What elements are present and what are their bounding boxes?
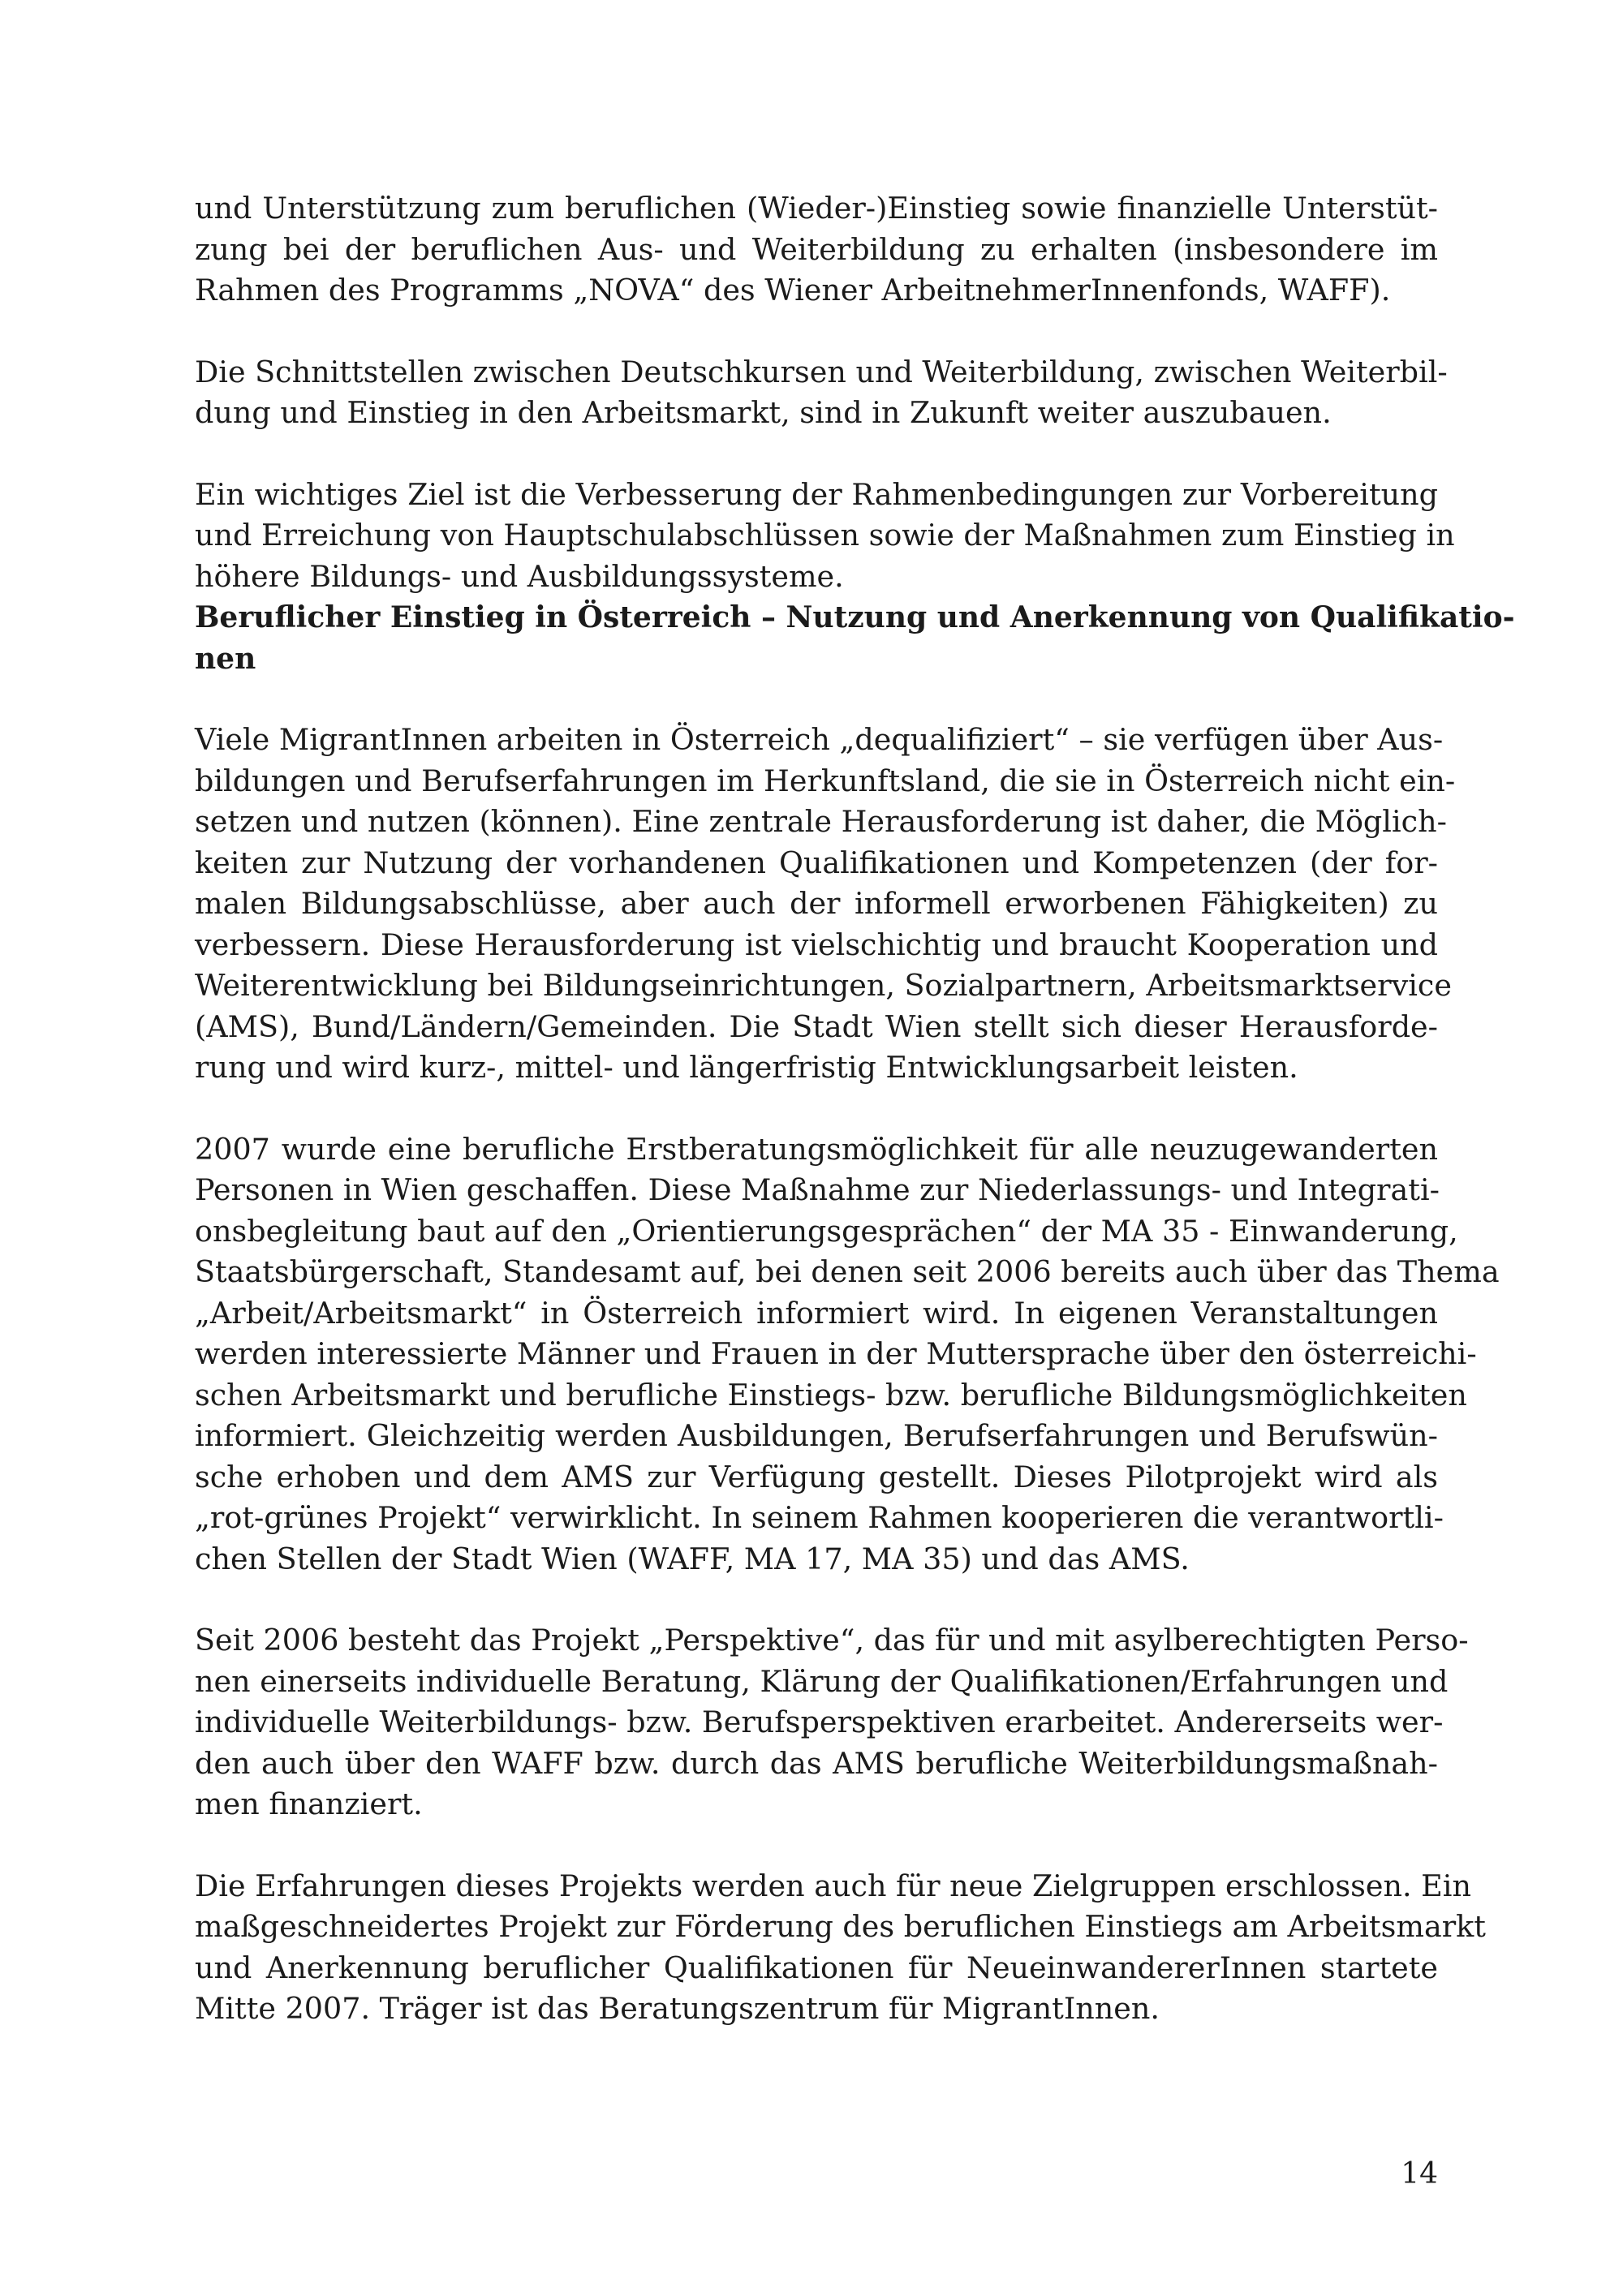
- text-line: sche erhoben und dem AMS zur Verfügung gestellt. Dieses Pilotprojekt wird als: [195, 1459, 1438, 1494]
- text-line: den auch über den WAFF bzw. durch das AMS berufliche Weiterbildungsmaßnah-: [195, 1745, 1438, 1781]
- text-line: rung und wird kurz-, mittel- und längerfristig Entwicklungsarbeit leisten.: [195, 1050, 1298, 1085]
- paragraph-interfaces: [195, 352, 1448, 434]
- text-line: chen Stellen der Stadt Wien (WAFF, MA 17, MA 35) und das AMS.: [195, 1541, 1190, 1576]
- paragraph-funding-support: [195, 188, 1438, 312]
- text-line: zung bei der beruflichen Aus- und Weiterbildung zu erhalten (insbesondere im: [195, 231, 1438, 267]
- text-line: men finanziert.: [195, 1786, 423, 1821]
- text-line: onsbegleitung baut auf den „Orientierungsgesprächen“ der MA 35 - Einwanderung,: [195, 1213, 1458, 1249]
- text-line: keiten zur Nutzung der vorhandenen Qualifikationen und Kompetenzen (der for-: [195, 845, 1438, 880]
- text-line: verbessern. Diese Herausforderung ist vielschichtig und braucht Kooperation und: [195, 927, 1438, 962]
- text-line: und Erreichung von Hauptschulabschlüssen sowie der Maßnahmen zum Einstieg in: [195, 518, 1455, 553]
- text-line: dung und Einstieg in den Arbeitsmarkt, sind in Zukunft weiter auszubauen.: [195, 395, 1332, 430]
- text-line: Mitte 2007. Träger ist das Beratungszentrum für MigrantInnen.: [195, 1991, 1160, 2026]
- heading-line: nen: [195, 641, 256, 676]
- paragraph-first-counseling: [195, 1129, 1500, 1580]
- text-line: setzen und nutzen (können). Eine zentrale Herausforderung ist daher, die Möglich-: [195, 804, 1447, 839]
- heading-line: Beruflicher Einstieg in Österreich – Nutzung und Anerkennung von Qualifikatio-: [195, 600, 1515, 634]
- text-line: und Unterstützung zum beruflichen (Wieder-)Einstieg sowie finanzielle Unterstüt-: [195, 191, 1438, 226]
- section-heading: [195, 597, 1515, 679]
- paragraph-dequalified: [195, 720, 1456, 1089]
- text-line: Die Erfahrungen dieses Projekts werden auch für neue Zielgruppen erschlossen. Ein: [195, 1868, 1471, 1903]
- text-line: malen Bildungsabschlüsse, aber auch der informell erworbenen Fähigkeiten) zu: [195, 886, 1438, 921]
- paragraph-goal: [195, 475, 1455, 598]
- document-page: [195, 188, 1515, 2030]
- page-number: 14: [1401, 2157, 1438, 2191]
- text-line: informiert. Gleichzeitig werden Ausbildungen, Berufserfahrungen und Berufswün-: [195, 1418, 1438, 1453]
- text-line: bildungen und Berufserfahrungen im Herkunftsland, die sie in Österreich nicht ein-: [195, 763, 1456, 798]
- paragraph-new-target-groups: [195, 1866, 1486, 2030]
- text-line: Viele MigrantInnen arbeiten in Österreich „dequalifiziert“ – sie verfügen über Aus-: [195, 722, 1444, 757]
- text-line: „rot-grünes Projekt“ verwirklicht. In seinem Rahmen kooperieren die verantwortli-: [195, 1500, 1444, 1535]
- text-line: maßgeschneidertes Projekt zur Förderung des beruflichen Einstiegs am Arbeitsmarkt: [195, 1909, 1486, 1944]
- text-line: Weiterentwicklung bei Bildungseinrichtungen, Sozialpartnern, Arbeitsmarktservice: [195, 968, 1452, 1003]
- text-line: nen einerseits individuelle Beratung, Klärung der Qualifikationen/Erfahrungen und: [195, 1663, 1449, 1699]
- text-line: Personen in Wien geschaffen. Diese Maßnahme zur Niederlassungs- und Integrati-: [195, 1172, 1440, 1207]
- text-line: und Anerkennung beruflicher Qualifikationen für NeueinwandererInnen startete: [195, 1950, 1438, 1985]
- text-line: Ein wichtiges Ziel ist die Verbesserung der Rahmenbedingungen zur Vorbereitung: [195, 476, 1438, 512]
- text-line: (AMS), Bund/Ländern/Gemeinden. Die Stadt Wien stellt sich dieser Herausforde-: [195, 1008, 1438, 1044]
- text-line: „Arbeit/Arbeitsmarkt“ in Österreich informiert wird. In eigenen Veranstaltungen: [195, 1295, 1438, 1331]
- text-line: Die Schnittstellen zwischen Deutschkursen und Weiterbildung, zwischen Weiterbil-: [195, 354, 1448, 389]
- text-line: Staatsbürgerschaft, Standesamt auf, bei denen seit 2006 bereits auch über das Thema: [195, 1254, 1500, 1289]
- text-line: schen Arbeitsmarkt und berufliche Einstiegs- bzw. berufliche Bildungsmöglichkeiten: [195, 1377, 1467, 1412]
- text-line: werden interessierte Männer und Frauen in der Muttersprache über den österreichi-: [195, 1336, 1477, 1371]
- paragraph-perspektive: [195, 1620, 1469, 1825]
- text-line: individuelle Weiterbildungs- bzw. Berufsperspektiven erarbeitet. Andererseits wer-: [195, 1705, 1444, 1739]
- text-line: Rahmen des Programms „NOVA“ des Wiener ArbeitnehmerInnenfonds, WAFF).: [195, 273, 1391, 307]
- text-line: höhere Bildungs- und Ausbildungssysteme.: [195, 558, 844, 594]
- text-line: Seit 2006 besteht das Projekt „Perspektive“, das für und mit asylberechtigten Perso-: [195, 1623, 1469, 1658]
- text-line: 2007 wurde eine berufliche Erstberatungsmöglichkeit für alle neuzugewanderten: [195, 1131, 1438, 1167]
